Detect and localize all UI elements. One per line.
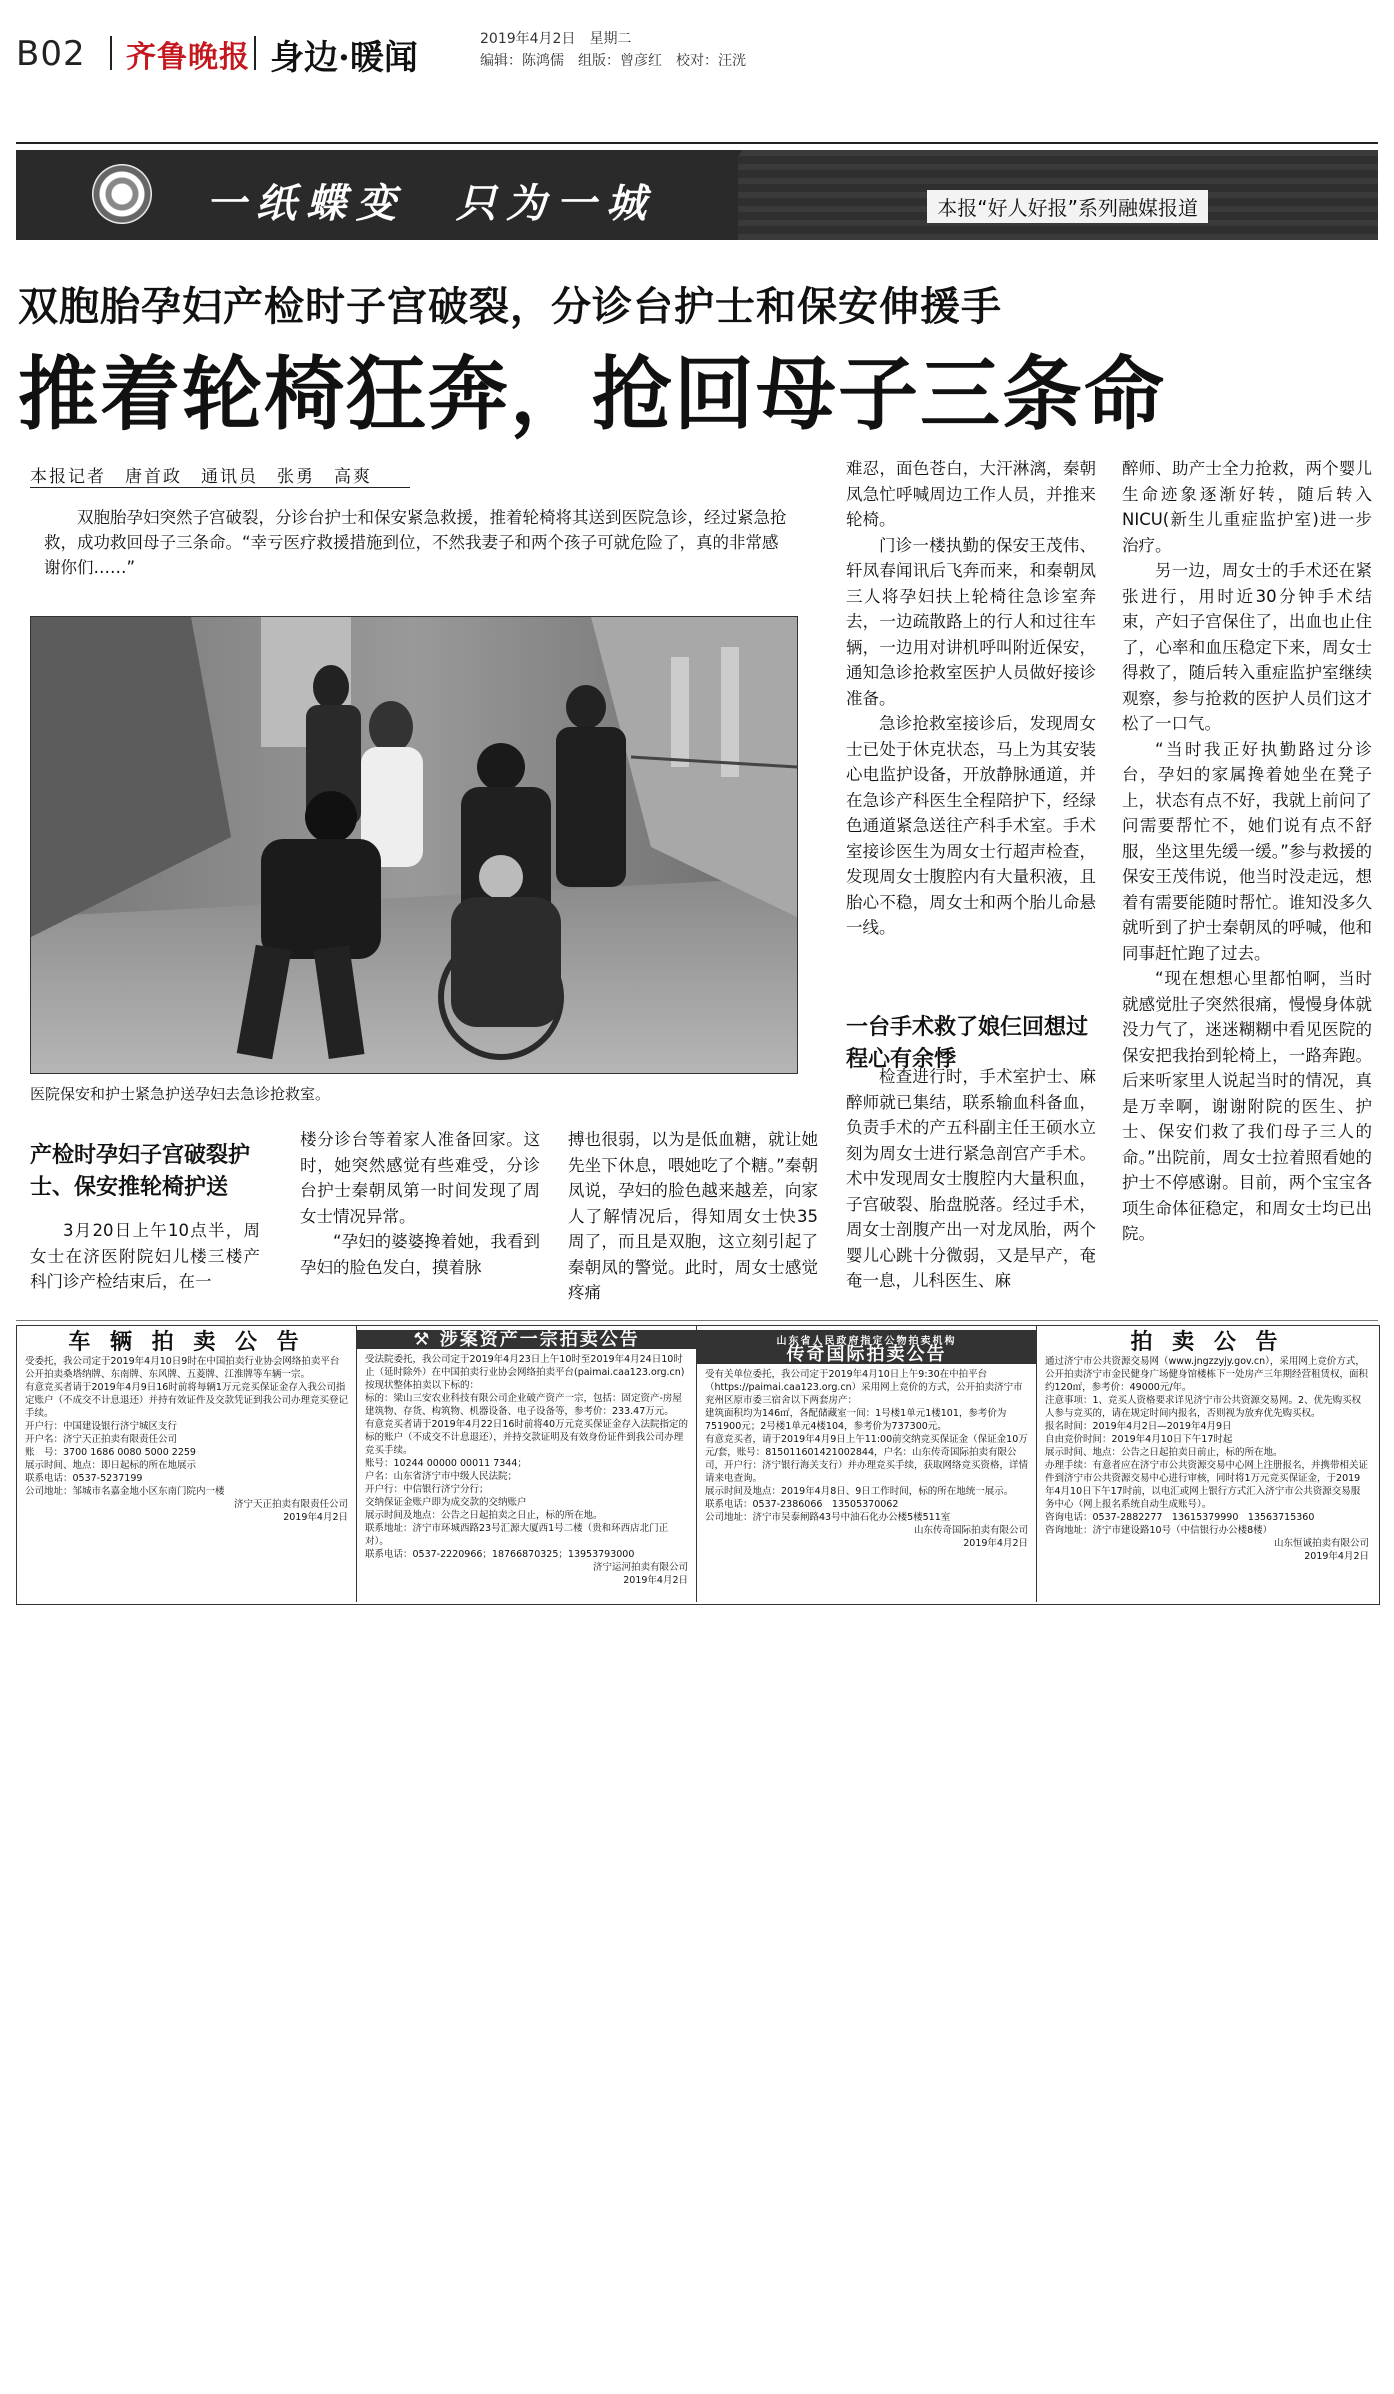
ad-line: 账 号：3700 1686 0080 5000 2259 <box>25 1447 196 1458</box>
ad-line: 有意竞买者，请于2019年4月9日上午11:00前交纳竞买保证金（保证金10万元/套，账号：815011601421002844，户名：山东传奇国际拍卖有限公司，开户行：济宁银行海关支行）并办理竞买手续，获取网络竞买资格，详情请来电查询。 <box>705 1434 1029 1484</box>
ad-line: 受法院委托，我公司定于2019年4月23日上午10时至2019年4月24日10时止（延时除外）在中国拍卖行业协会网络拍卖平台(paimai.caa123.org.cn)按现状整体拍卖以下标的： <box>365 1354 685 1391</box>
byline-rule <box>30 487 410 488</box>
article-column-4 <box>846 456 1096 941</box>
hospital-corridor-photo <box>31 617 797 1073</box>
ad-line: 咨询地址：济宁市建设路10号（中信银行办公楼8楼） <box>1045 1525 1273 1536</box>
paragraph: “现在想想心里都怕啊，当时就感觉肚子突然很痛，慢慢身体就没力气了，迷迷糊糊中看见医院的保安把我抬到轮椅上，一路奔跑。后来听家里人说起当时的情况，真是万幸啊，谢谢附院的医生、护士、保安们救了我们母子三人的命。”出院前，周女士拉着照看她的护士不停感谢。目前，两个宝宝各项生命体征稳定，和周女士均已出院。 <box>1122 969 1372 1243</box>
ad-line: 开户行：中国建设银行济宁城区支行 <box>25 1421 178 1432</box>
ad-line: 办理手续：有意者应在济宁市公共资源交易中心网上注册报名，并携带相关证件到济宁市公共资源交易中心进行审核，同时将1万元竞买保证金，于2019年4月10日下午17时前，以电汇或网上银行方式汇入济宁市公共资源交易服务中心（网上报名系统自动生成账号）。 <box>1045 1460 1369 1510</box>
ad-line: 开户名：济宁天正拍卖有限责任公司 <box>25 1434 178 1445</box>
main-headline: 推着轮椅狂奔，抢回母子三条命 <box>18 348 1166 441</box>
paragraph: 检查进行时，手术室护士、麻醉师就已集结，联系输血科备血，负责手术的产五科副主任王硕水立刻为周女士进行紧急剖宫产手术。术中发现周女士腹腔内大量积血，子宫破裂、胎盘脱落。经过手术，周女士剖腹产出一对龙凤胎，两个婴儿心跳十分微弱，又是早产，奄奄一息，儿科医生、麻 <box>846 1067 1096 1290</box>
paragraph: “孕妇的婆婆搀着她，我看到孕妇的脸色发白，摸着脉 <box>300 1232 540 1277</box>
article-column-5 <box>1122 456 1372 1247</box>
ad-line: 注意事项：1、竞买人资格要求详见济宁市公共资源交易网。2、优先购买权人参与竞买的，请在规定时间内报名，否则视为放弃优先购买权。 <box>1045 1395 1362 1419</box>
ad-line: 账号：10244 00000 00011 7344； <box>365 1458 527 1469</box>
ad-lease-auction <box>1037 1326 1377 1602</box>
ad-line: 联系电话：0537-2386066 13505370062 <box>705 1499 899 1510</box>
ad-line: 标的：梁山三安农业科技有限公司企业破产资产一宗，包括：固定资产-房屋建筑物、存货、构筑物、机器设备、电子设备等，参考价：233.47万元。 <box>365 1393 682 1417</box>
ad-date: 2019年4月2日 <box>283 1512 348 1523</box>
ad-line: 自由竞价时间：2019年4月10日下午17时起 <box>1045 1434 1233 1445</box>
ad-signer: 济宁运河拍卖有限公司 <box>592 1562 688 1573</box>
ad-title: 拍 卖 公 告 <box>1130 1330 1284 1355</box>
ad-date: 2019年4月2日 <box>623 1575 688 1586</box>
swirl-logo-icon <box>92 164 152 224</box>
ad-line: 有意竞买者请于2019年4月9日16时前将每辆1万元竞买保证金存入我公司指定账户（不成交不计息退还）并持有效证件及交款凭证到我公司办理竞买登记手续。 <box>25 1382 349 1419</box>
ad-asset-auction <box>357 1326 697 1602</box>
ad-line: 公司地址：邹城市名嘉金地小区东南门院内一楼 <box>25 1486 225 1497</box>
ad-line: 受有关单位委托，我公司定于2019年4月10日上午9:30在中拍平台（https://paimai.caa123.org.cn）采用网上竞价的方式，公开拍卖济宁市兖州区原市委三宿舍以下两套房产： <box>705 1369 1023 1406</box>
paragraph: 醉师、助产士全力抢救，两个婴儿生命迹象逐渐好转，随后转入NICU(新生儿重症监护室)进一步治疗。 <box>1122 459 1372 555</box>
newspaper-logo: 齐鲁晚报 <box>126 40 250 75</box>
ad-line: 受委托，我公司定于2019年4月10日9时在中国拍卖行业协会网络拍卖平台公开拍卖桑塔纳牌、东南牌、东风牌、五菱牌、江淮牌等车辆一宗。 <box>25 1356 340 1380</box>
ad-line: 开户行：中信银行济宁分行； <box>365 1484 489 1495</box>
ad-line: 有意竞买者请于2019年4月22日16时前将40万元竞买保证金存入法院指定的标的账户（不成交不计息退还），并持交款证明及有效身份证件到我公司办理竞买手续。 <box>365 1419 688 1456</box>
ad-date: 2019年4月2日 <box>1304 1551 1369 1562</box>
banner-slogan: 一纸蝶变 只为一城 <box>206 180 656 227</box>
news-photo <box>30 616 798 1074</box>
paragraph: 3月20日上午10点半，周女士在济医附院妇儿楼三楼产科门诊产检结束后，在一 <box>30 1221 260 1291</box>
byline: 本报记者 唐首政 通讯员 张勇 高爽 <box>30 467 372 487</box>
ad-title: 传奇国际拍卖公告 <box>786 1344 947 1365</box>
subheading: 一台手术救了娘仨回想过程心有余悸 <box>846 1015 1089 1072</box>
editor-credits: 编辑：陈鸿儒 组版：曾彦红 校对：汪洸 <box>480 53 746 69</box>
article-column-2 <box>300 1127 540 1280</box>
paragraph: 门诊一楼执勤的保安王茂伟、轩凤春闻讯后飞奔而来，和秦朝凤三人将孕妇扶上轮椅往急诊室奔去，一边疏散路上的行人和过往车辆，一边用对讲机呼叫附近保安，通知急诊抢救室医护人员做好接诊准备。 <box>846 535 1096 708</box>
header-rule <box>16 142 1378 144</box>
ad-line: 展示时间、地点：即日起标的所在地展示 <box>25 1460 197 1471</box>
page-number: B02 <box>16 34 86 74</box>
article-column-4b <box>846 1064 1096 1294</box>
ad-line: 展示时间及地点：公告之日起拍卖之日止，标的所在地。 <box>365 1510 603 1521</box>
kicker-headline: 双胞胎孕妇产检时子宫破裂，分诊台护士和保安伸援手 <box>18 284 1002 330</box>
ad-line: 联系电话：0537-5237199 <box>25 1473 143 1484</box>
ad-signer: 济宁天正拍卖有限责任公司 <box>233 1499 348 1510</box>
article-column-1 <box>30 1218 260 1295</box>
ad-title: 车 辆 拍 卖 公 告 <box>68 1330 305 1355</box>
paragraph: 另一边，周女士的手术还在紧张进行，用时近30分钟手术结束，产妇子宫保住了，出血也止住了，心率和血压稳定下来，周女士得救了，随后转入重症监护室继续观察，参与抢救的医护人员们这才松了一口气。 <box>1122 561 1372 733</box>
paragraph: “当时我正好执勤路过分诊台，孕妇的家属搀着她坐在凳子上，状态有点不好，我就上前问了问需要帮忙不，她们说有点不舒服，坐这里先缓一缓。”参与救援的保安王茂伟说，他当时没走远，想着有需要能随时帮忙。谁知没多久就听到了护士秦朝凤的呼喊，他和同事赶忙跑了过去。 <box>1122 739 1372 963</box>
ad-chuanqi-auction <box>697 1326 1037 1602</box>
ad-line: 建筑面积均为146㎡，各配储藏室一间：1号楼1单元1楼101，参考价为751900元；2号楼1单元4楼104，参考价为737300元。 <box>705 1408 1007 1432</box>
ad-line: 咨询电话：0537-2882277 13615379990 13563715360 <box>1045 1512 1315 1523</box>
section-title: 身边·暖闻 <box>270 38 418 78</box>
ad-line: 报名时间：2019年4月2日—2019年4月9日 <box>1045 1421 1232 1432</box>
campaign-banner <box>16 150 1378 240</box>
divider <box>254 36 256 70</box>
paragraph: 急诊抢救室接诊后，发现周女士已处于休克状态，马上为其安装心电监护设备，开放静脉通道，并在急诊产科医生全程陪护下，经绿色通道紧急送往产科手术室。手术室接诊医生为周女士行超声检查，发现周女士腹腔内有大量积液，且胎心不稳，周女士和两个胎儿命悬一线。 <box>846 714 1096 937</box>
ad-line: 通过济宁市公共资源交易网（www.jngzzyjy.gov.cn），采用网上竞价方式，公开拍卖济宁市金民健身广场健身馆楼栋下一处房产三年期经营租赁权，面积约120㎡，参考价：49000元/年。 <box>1045 1356 1369 1393</box>
paragraph: 搏也很弱，以为是低血糖，就让她先坐下休息，喂她吃了个糖。”秦朝凤说，孕妇的脸色越来越差，向家人了解情况后，得知周女士快35周了，而且是双胞，这立刻引起了秦朝凤的警觉。此时，周女士感觉疼痛 <box>568 1130 818 1302</box>
ad-signer: 山东传奇国际拍卖有限公司 <box>913 1525 1028 1536</box>
ad-title-text: 涉案资产一宗拍卖公告 <box>439 1329 640 1350</box>
ad-line: 展示时间及地点：2019年4月8日、9日工作时间，标的所在地统一展示。 <box>705 1486 1014 1497</box>
divider <box>110 36 112 70</box>
ads-rule <box>16 1320 1378 1321</box>
ad-line: 公司地址：济宁市吴泰闸路43号中油石化办公楼5楼511室 <box>705 1512 951 1523</box>
ad-line: 联系地址：济宁市环城西路23号汇源大厦西1号二楼（贵和环西店北门正对）。 <box>365 1523 669 1547</box>
auction-hammer-icon: ⚒ <box>413 1329 440 1350</box>
ad-super-title: 山东省人民政府指定公物拍卖机构 <box>776 1336 957 1347</box>
lede-paragraph: 双胞胎孕妇突然子宫破裂，分诊台护士和保安紧急救援，推着轮椅将其送到医院急诊，经过紧急抢救，成功救回母子三条命。“幸亏医疗救援措施到位，不然我妻子和两个孩子可就危险了，真的非常感谢你们……” <box>44 508 787 577</box>
ad-title <box>357 1330 696 1349</box>
ad-date: 2019年4月2日 <box>963 1538 1028 1549</box>
ad-line: 联系电话：0537-2220966；18766870325；13953793000 <box>365 1549 635 1560</box>
article-column-3 <box>568 1127 818 1306</box>
ad-line: 交纳保证金账户即为成交款的交纳账户 <box>365 1497 527 1508</box>
auction-ads <box>16 1325 1380 1605</box>
subheading: 产检时孕妇子宫破裂护士、保安推轮椅护送 <box>30 1143 251 1200</box>
paragraph: 难忍，面色苍白，大汗淋漓，秦朝凤急忙呼喊周边工作人员，并推来轮椅。 <box>846 459 1096 529</box>
paragraph: 楼分诊台等着家人准备回家。这时，她突然感觉有些难受，分诊台护士秦朝凤第一时间发现了周女士情况异常。 <box>300 1130 540 1226</box>
photo-caption: 医院保安和护士紧急护送孕妇去急诊抢救室。 <box>30 1085 331 1103</box>
ad-vehicle-auction <box>17 1326 357 1602</box>
issue-date: 2019年4月2日 星期二 <box>480 31 632 47</box>
ad-line: 户名：山东省济宁市中级人民法院； <box>365 1471 518 1482</box>
ad-banner <box>697 1330 1036 1364</box>
ad-signer: 山东恒诚拍卖有限公司 <box>1273 1538 1369 1549</box>
series-label: 本报“好人好报”系列融媒报道 <box>927 190 1208 223</box>
ad-line: 展示时间、地点：公告之日起拍卖日前止，标的所在地。 <box>1045 1447 1283 1458</box>
